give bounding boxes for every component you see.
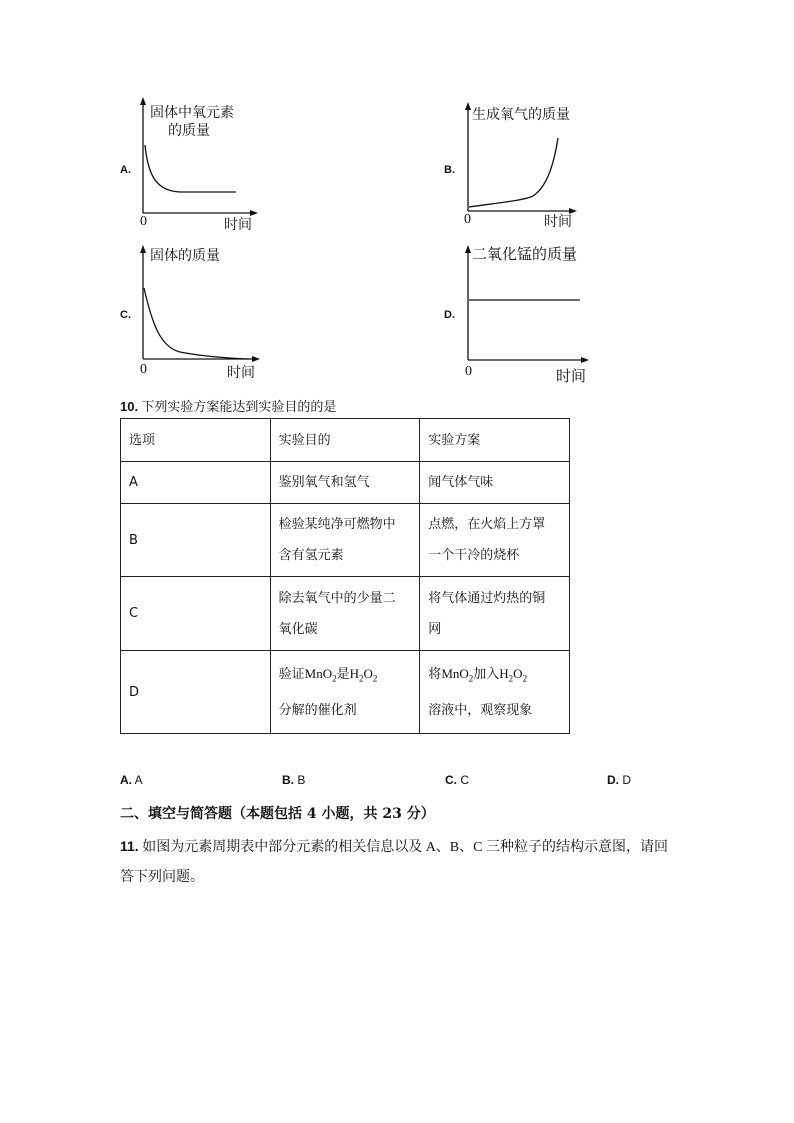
row-c-plan-line1: 将气体通过灼热的铜 (428, 590, 546, 606)
plan-formula-mno2: MnO (441, 666, 469, 682)
chart-c-curve (144, 288, 248, 359)
answer-b[interactable] (282, 773, 305, 787)
chart-a-curve (145, 145, 236, 192)
row-d-purpose-pre: 验证 (278, 667, 305, 683)
header-option: 选项 (121, 419, 271, 462)
plan-formula-h: H (499, 666, 509, 682)
question-11-line1 (120, 836, 668, 856)
row-b-purpose-line1: 检验某纯净可燃物中 (278, 517, 396, 532)
formula-mno2: MnO (304, 666, 333, 682)
answer-a[interactable] (120, 773, 143, 787)
chart-d-plot (455, 243, 600, 368)
plan-formula-o-sub: 2 (522, 673, 528, 684)
chart-d-origin: 0 (465, 364, 472, 379)
row-c-option: C (121, 577, 271, 651)
chart-a-xlabel: 时间 (224, 217, 252, 233)
row-b-purpose (270, 504, 420, 577)
option-letter-d: D. (444, 309, 455, 321)
table-row-a (121, 462, 570, 504)
chart-c-plot (130, 243, 270, 368)
row-c-plan-line2: 网 (428, 621, 442, 637)
row-d-plan-line2: 溶液中，观察现象 (428, 702, 533, 718)
formula-h: H (349, 666, 359, 682)
chart-c-ylabel: 固体的质量 (150, 248, 220, 264)
table-row-b (121, 504, 570, 577)
table-row-c (121, 577, 570, 651)
answer-a-letter: A. (120, 773, 132, 787)
answer-d-letter: D. (607, 773, 619, 787)
row-b-purpose-line2: 含有氢元素 (278, 548, 344, 563)
chart-b-y-arrow (465, 102, 471, 110)
plan-formula-h-sub: 2 (508, 673, 514, 684)
row-c-purpose-line2: 氧化碳 (278, 621, 318, 637)
answer-b-value: B (297, 773, 306, 787)
formula-o-sub: 2 (372, 673, 378, 684)
chart-c-origin: 0 (140, 362, 147, 377)
formula-mno2-sub: 2 (332, 673, 337, 684)
row-b-plan (420, 504, 570, 577)
question-11-line2: 答下列问题。 (120, 870, 204, 885)
row-a-option: A (121, 462, 271, 504)
answer-b-letter: B. (282, 773, 294, 787)
row-d-plan-pre: 将 (428, 667, 442, 683)
answer-c[interactable] (445, 773, 469, 787)
row-d-purpose-mid: 是 (336, 667, 350, 683)
option-letter-b: B. (444, 164, 455, 176)
chart-a-y-arrow (140, 97, 146, 105)
row-d-purpose-line2: 分解的催化剂 (278, 702, 357, 718)
question-11-text-line1: 如图为元素周期表中部分元素的相关信息以及 A、B、C 三种粒子的结构示意图，请回 (142, 840, 668, 855)
chart-a-ylabel-line2: 的质量 (168, 123, 210, 139)
plan-formula-mno2-sub: 2 (468, 673, 474, 684)
chart-d-xlabel: 时间 (556, 367, 587, 385)
row-a-purpose: 鉴别氧气和氢气 (270, 462, 420, 504)
chart-b-xlabel: 时间 (544, 214, 572, 230)
row-c-plan (420, 577, 570, 651)
chart-c-x-arrow (252, 356, 260, 362)
chart-c-y-arrow (140, 245, 146, 253)
answer-a-value: A (134, 773, 143, 787)
row-d-plan-line1 (428, 658, 561, 695)
chart-a-ylabel-line1: 固体中氧元素 (150, 105, 234, 121)
chart-b-plot (455, 100, 585, 220)
answer-c-value: C (460, 773, 470, 787)
question-10-number: 10. (120, 399, 139, 414)
table-row-d (121, 651, 570, 734)
row-d-purpose-line1 (279, 658, 412, 695)
row-b-plan-line2: 一个干冷的烧杯 (428, 548, 520, 563)
chart-d-ylabel: 二氧化锰的质量 (472, 245, 578, 263)
formula-h-sub: 2 (359, 673, 364, 684)
question-10 (120, 396, 336, 415)
chart-b-origin: 0 (464, 212, 471, 227)
row-b-option: B (121, 504, 271, 577)
row-b-plan-line1: 点燃，在火焰上方罩 (428, 517, 546, 532)
chart-c-xlabel: 时间 (227, 365, 255, 381)
row-d-purpose (270, 651, 420, 734)
chart-b-curve (469, 138, 558, 207)
section-2-title: 二、填空与简答题（本题包括 4 小题，共 23 分） (120, 806, 435, 822)
formula-o: O (363, 666, 373, 682)
answer-d-value: D (622, 773, 632, 787)
chart-b-ylabel: 生成氧气的质量 (472, 107, 570, 123)
row-d-plan (420, 651, 570, 734)
header-purpose: 实验目的 (270, 419, 420, 462)
plan-formula-o: O (513, 666, 523, 682)
row-d-plan-mid: 加入 (473, 667, 500, 683)
table-header-row (121, 419, 570, 462)
chart-a-plot (130, 95, 265, 225)
chart-d-y-arrow (465, 245, 471, 253)
row-c-purpose (270, 577, 420, 651)
chart-d-x-arrow (581, 357, 589, 363)
row-d-option: D (121, 651, 271, 734)
option-letter-a: A. (120, 164, 131, 176)
chart-a-origin: 0 (140, 214, 147, 229)
question-10-text: 下列实验方案能达到实验目的的是 (141, 399, 337, 414)
experiment-table (120, 418, 570, 734)
row-c-purpose-line1: 除去氧气中的少量二 (278, 590, 396, 606)
option-letter-c: C. (120, 309, 131, 321)
row-a-plan: 闻气体气味 (420, 462, 570, 504)
answer-c-letter: C. (445, 773, 457, 787)
question-11-number: 11. (120, 838, 139, 854)
header-plan: 实验方案 (420, 419, 570, 462)
answer-d[interactable] (607, 773, 631, 787)
